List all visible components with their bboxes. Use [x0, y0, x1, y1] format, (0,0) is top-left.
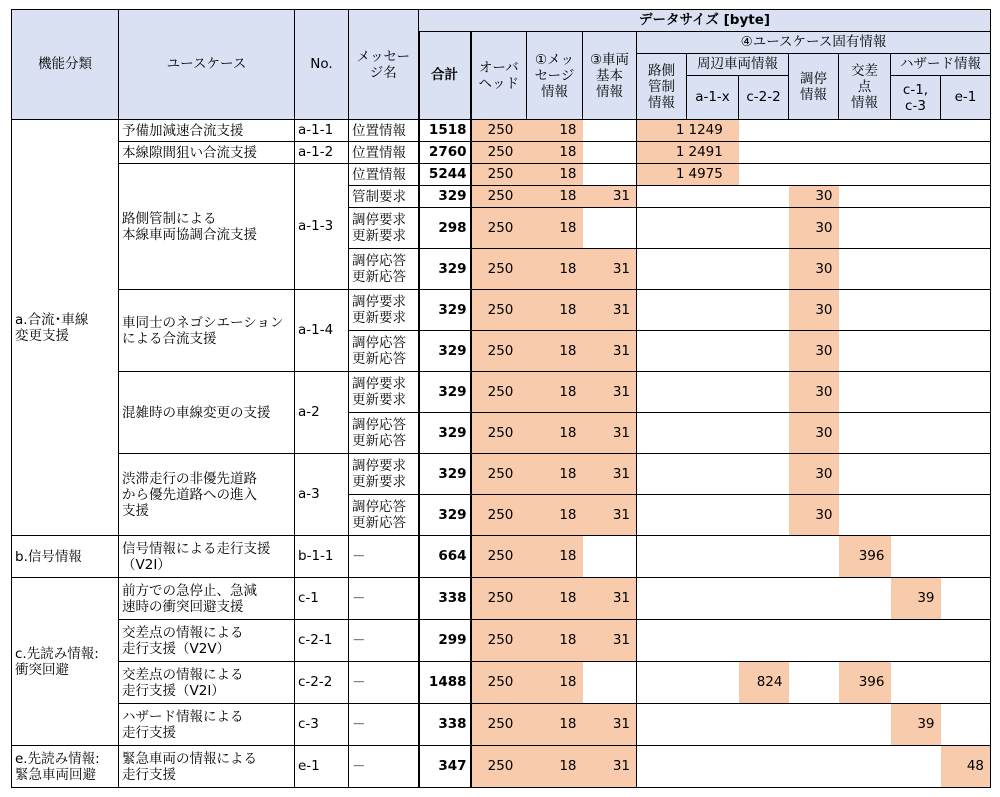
total-cell: 2760 — [419, 142, 471, 164]
message-cell: － — [349, 662, 419, 704]
value-cell-adj: 30 — [789, 208, 839, 249]
value-cell-a1x: 1249 — [687, 120, 739, 142]
header-vehicle-basic: ③車両 基本 情報 — [583, 32, 637, 120]
value-cell-c22 — [739, 620, 789, 662]
value-cell-oh: 250 — [471, 186, 527, 208]
value-cell-adj — [789, 662, 839, 704]
value-cell-adj: 30 — [789, 495, 839, 536]
value-cell-c22 — [739, 164, 789, 186]
header-intersection: 交差 点 情報 — [839, 54, 891, 120]
value-cell-mi: 18 — [527, 536, 583, 578]
value-cell-vb — [583, 208, 637, 249]
table-row — [12, 662, 991, 704]
value-cell-mi: 18 — [527, 164, 583, 186]
value-cell-c22 — [739, 704, 789, 746]
usecase-cell: 本線隙間狙い合流支援 — [119, 142, 295, 164]
value-cell-oh: 250 — [471, 290, 527, 331]
no-cell: a-2 — [295, 372, 349, 454]
value-cell-ix — [839, 413, 891, 454]
value-cell-adj: 30 — [789, 290, 839, 331]
value-cell-rs — [637, 578, 687, 620]
header-surrounding: 周辺車両情報 — [687, 54, 789, 76]
total-cell: 347 — [419, 746, 471, 788]
value-cell-mi: 18 — [527, 208, 583, 249]
value-cell-adj — [789, 704, 839, 746]
value-cell-oh: 250 — [471, 746, 527, 788]
header-total: 合計 — [419, 32, 471, 120]
value-cell-ix — [839, 290, 891, 331]
message-cell: － — [349, 578, 419, 620]
value-cell-vb: 31 — [583, 249, 637, 290]
value-cell-e1 — [941, 704, 991, 746]
value-cell-c22 — [739, 578, 789, 620]
header-c1c3: c-1, c-3 — [891, 76, 941, 120]
value-cell-rs — [637, 249, 687, 290]
total-cell: 299 — [419, 620, 471, 662]
total-cell: 5244 — [419, 164, 471, 186]
no-cell: a-1-2 — [295, 142, 349, 164]
value-cell-mi: 18 — [527, 662, 583, 704]
value-cell-a1x — [687, 249, 739, 290]
value-cell-hz — [891, 662, 941, 704]
value-cell-hz — [891, 249, 941, 290]
usecase-cell: 車同士のネゴシエーション による合流支援 — [119, 290, 295, 372]
value-cell-vb: 31 — [583, 372, 637, 413]
no-cell: a-1-4 — [295, 290, 349, 372]
value-cell-c22 — [739, 536, 789, 578]
usecase-cell: 渋滞走行の非優先道路 から優先道路への進入 支援 — [119, 454, 295, 536]
no-cell: a-1-1 — [295, 120, 349, 142]
header-overhead: オーバ ヘッド — [471, 32, 527, 120]
value-cell-e1 — [941, 372, 991, 413]
value-cell-vb — [583, 142, 637, 164]
value-cell-c22 — [739, 208, 789, 249]
value-cell-c22 — [739, 495, 789, 536]
total-cell: 329 — [419, 495, 471, 536]
value-cell-hz: 39 — [891, 704, 941, 746]
value-cell-a1x — [687, 372, 739, 413]
no-cell: c-2-2 — [295, 662, 349, 704]
total-cell: 338 — [419, 704, 471, 746]
value-cell-mi: 18 — [527, 120, 583, 142]
table-row — [12, 536, 991, 578]
value-cell-e1 — [941, 578, 991, 620]
total-cell: 329 — [419, 372, 471, 413]
value-cell-ix: 396 — [839, 662, 891, 704]
value-cell-adj: 30 — [789, 186, 839, 208]
value-cell-a1x — [687, 578, 739, 620]
value-cell-a1x — [687, 662, 739, 704]
value-cell-oh: 250 — [471, 120, 527, 142]
value-cell-c22 — [739, 290, 789, 331]
header-usecase-info: ④ユースケース固有情報 — [637, 32, 991, 54]
value-cell-adj: 30 — [789, 249, 839, 290]
value-cell-ix — [839, 249, 891, 290]
value-cell-vb: 31 — [583, 290, 637, 331]
no-cell: c-1 — [295, 578, 349, 620]
message-cell: 位置情報 — [349, 120, 419, 142]
value-cell-vb: 31 — [583, 495, 637, 536]
table-row — [12, 120, 991, 142]
value-cell-e1 — [941, 620, 991, 662]
value-cell-oh: 250 — [471, 372, 527, 413]
header-hazard: ハザード情報 — [891, 54, 991, 76]
value-cell-e1 — [941, 331, 991, 372]
value-cell-oh: 250 — [471, 249, 527, 290]
value-cell-hz — [891, 620, 941, 662]
value-cell-rs — [637, 372, 687, 413]
usecase-cell: 前方での急停止、急減 速時の衝突回避支援 — [119, 578, 295, 620]
value-cell-hz — [891, 120, 941, 142]
value-cell-c22 — [739, 746, 789, 788]
header-e1: e-1 — [941, 76, 991, 120]
value-cell-rs — [637, 413, 687, 454]
category-cell: b.信号情報 — [12, 536, 119, 578]
value-cell-rs — [637, 536, 687, 578]
value-cell-mi: 18 — [527, 331, 583, 372]
value-cell-rs — [637, 662, 687, 704]
value-cell-rs — [637, 208, 687, 249]
value-cell-a1x — [687, 413, 739, 454]
usecase-cell: 交差点の情報による 走行支援（V2I） — [119, 662, 295, 704]
value-cell-rs — [637, 454, 687, 495]
value-cell-vb: 31 — [583, 578, 637, 620]
value-cell-mi: 18 — [527, 578, 583, 620]
table-row — [12, 372, 991, 413]
value-cell-vb — [583, 536, 637, 578]
value-cell-mi: 18 — [527, 249, 583, 290]
value-cell-ix — [839, 495, 891, 536]
header-message: メッセー ジ名 — [349, 10, 419, 120]
value-cell-e1 — [941, 249, 991, 290]
usecase-cell: 路側管制による 本線車両協調合流支援 — [119, 164, 295, 290]
value-cell-vb: 31 — [583, 746, 637, 788]
value-cell-ix — [839, 704, 891, 746]
value-cell-rs: 1 — [637, 142, 687, 164]
header-usecase: ユースケース — [119, 10, 295, 120]
value-cell-mi: 18 — [527, 495, 583, 536]
value-cell-a1x — [687, 536, 739, 578]
value-cell-e1 — [941, 413, 991, 454]
message-cell: 調停要求 更新要求 — [349, 372, 419, 413]
value-cell-c22 — [739, 142, 789, 164]
value-cell-oh: 250 — [471, 208, 527, 249]
value-cell-a1x — [687, 208, 739, 249]
table-row — [12, 746, 991, 788]
total-cell: 329 — [419, 454, 471, 495]
value-cell-hz — [891, 454, 941, 495]
value-cell-ix — [839, 164, 891, 186]
value-cell-mi: 18 — [527, 186, 583, 208]
value-cell-mi: 18 — [527, 290, 583, 331]
value-cell-hz: 39 — [891, 578, 941, 620]
value-cell-c22 — [739, 454, 789, 495]
value-cell-oh: 250 — [471, 331, 527, 372]
value-cell-hz — [891, 208, 941, 249]
table-row — [12, 142, 991, 164]
total-cell: 329 — [419, 413, 471, 454]
value-cell-a1x — [687, 290, 739, 331]
message-cell: － — [349, 704, 419, 746]
value-cell-e1 — [941, 142, 991, 164]
value-cell-adj — [789, 746, 839, 788]
value-cell-e1 — [941, 495, 991, 536]
header-no: No. — [295, 10, 349, 120]
value-cell-e1 — [941, 536, 991, 578]
value-cell-adj: 30 — [789, 413, 839, 454]
value-cell-e1 — [941, 186, 991, 208]
category-cell: c.先読み情報: 衝突回避 — [12, 578, 119, 746]
no-cell: c-2-1 — [295, 620, 349, 662]
total-cell: 329 — [419, 249, 471, 290]
value-cell-mi: 18 — [527, 142, 583, 164]
value-cell-c22 — [739, 413, 789, 454]
value-cell-rs — [637, 620, 687, 662]
message-cell: 位置情報 — [349, 164, 419, 186]
value-cell-ix — [839, 142, 891, 164]
message-cell: 調停応答 更新応答 — [349, 331, 419, 372]
value-cell-oh: 250 — [471, 536, 527, 578]
value-cell-adj: 30 — [789, 454, 839, 495]
value-cell-vb: 31 — [583, 186, 637, 208]
header-roadside: 路側 管制 情報 — [637, 54, 687, 120]
value-cell-c22 — [739, 249, 789, 290]
message-cell: － — [349, 620, 419, 662]
value-cell-ix — [839, 578, 891, 620]
total-cell: 329 — [419, 331, 471, 372]
value-cell-rs — [637, 495, 687, 536]
usecase-cell: 緊急車両の情報による 走行支援 — [119, 746, 295, 788]
value-cell-adj — [789, 536, 839, 578]
value-cell-vb: 31 — [583, 704, 637, 746]
header-category: 機能分類 — [12, 10, 119, 120]
value-cell-a1x: 4975 — [687, 164, 739, 186]
table-row — [12, 164, 991, 186]
value-cell-c22 — [739, 331, 789, 372]
header-a1x: a-1-x — [687, 76, 739, 120]
value-cell-a1x: 2491 — [687, 142, 739, 164]
value-cell-ix — [839, 331, 891, 372]
header-datasize: データサイズ [byte] — [419, 10, 991, 32]
value-cell-rs — [637, 746, 687, 788]
value-cell-mi: 18 — [527, 372, 583, 413]
table-row — [12, 454, 991, 495]
value-cell-adj — [789, 164, 839, 186]
value-cell-ix — [839, 746, 891, 788]
message-cell: － — [349, 536, 419, 578]
value-cell-vb: 31 — [583, 620, 637, 662]
value-cell-adj: 30 — [789, 331, 839, 372]
value-cell-a1x — [687, 331, 739, 372]
value-cell-vb — [583, 120, 637, 142]
message-cell: 調停応答 更新応答 — [349, 249, 419, 290]
table-row — [12, 620, 991, 662]
usecase-cell: 交差点の情報による 走行支援（V2V） — [119, 620, 295, 662]
value-cell-c22: 824 — [739, 662, 789, 704]
value-cell-ix — [839, 186, 891, 208]
value-cell-mi: 18 — [527, 454, 583, 495]
value-cell-oh: 250 — [471, 454, 527, 495]
total-cell: 329 — [419, 186, 471, 208]
usecase-cell: 信号情報による走行支援 （V2I） — [119, 536, 295, 578]
header-message-info: ①メッ セージ 情報 — [527, 32, 583, 120]
value-cell-a1x — [687, 454, 739, 495]
value-cell-ix — [839, 620, 891, 662]
value-cell-oh: 250 — [471, 704, 527, 746]
value-cell-adj — [789, 578, 839, 620]
value-cell-ix — [839, 454, 891, 495]
header-c22: c-2-2 — [739, 76, 789, 120]
data-size-table — [11, 9, 991, 788]
value-cell-a1x — [687, 186, 739, 208]
total-cell: 1518 — [419, 120, 471, 142]
value-cell-hz — [891, 164, 941, 186]
value-cell-vb: 31 — [583, 331, 637, 372]
value-cell-mi: 18 — [527, 620, 583, 662]
message-cell: 位置情報 — [349, 142, 419, 164]
value-cell-rs — [637, 331, 687, 372]
message-cell: 管制要求 — [349, 186, 419, 208]
message-cell: 調停応答 更新応答 — [349, 495, 419, 536]
value-cell-hz — [891, 331, 941, 372]
value-cell-adj — [789, 142, 839, 164]
no-cell: c-3 — [295, 704, 349, 746]
value-cell-hz — [891, 372, 941, 413]
value-cell-rs: 1 — [637, 120, 687, 142]
value-cell-hz — [891, 413, 941, 454]
value-cell-vb — [583, 164, 637, 186]
value-cell-mi: 18 — [527, 413, 583, 454]
header-adjust: 調停 情報 — [789, 54, 839, 120]
value-cell-vb: 31 — [583, 454, 637, 495]
message-cell: － — [349, 746, 419, 788]
usecase-cell: ハザード情報による 走行支援 — [119, 704, 295, 746]
category-cell: e.先読み情報: 緊急車両回避 — [12, 746, 119, 788]
data-size-table-container — [11, 9, 991, 788]
no-cell: e-1 — [295, 746, 349, 788]
value-cell-e1: 48 — [941, 746, 991, 788]
value-cell-c22 — [739, 372, 789, 413]
value-cell-a1x — [687, 746, 739, 788]
value-cell-a1x — [687, 495, 739, 536]
value-cell-e1 — [941, 164, 991, 186]
value-cell-rs: 1 — [637, 164, 687, 186]
value-cell-ix: 396 — [839, 536, 891, 578]
table-row — [12, 290, 991, 331]
value-cell-adj: 30 — [789, 372, 839, 413]
message-cell: 調停応答 更新応答 — [349, 413, 419, 454]
value-cell-rs — [637, 186, 687, 208]
value-cell-vb: 31 — [583, 413, 637, 454]
value-cell-hz — [891, 495, 941, 536]
value-cell-a1x — [687, 620, 739, 662]
value-cell-ix — [839, 120, 891, 142]
value-cell-oh: 250 — [471, 413, 527, 454]
value-cell-oh: 250 — [471, 620, 527, 662]
value-cell-adj — [789, 120, 839, 142]
value-cell-hz — [891, 290, 941, 331]
value-cell-rs — [637, 290, 687, 331]
table-row — [12, 704, 991, 746]
value-cell-ix — [839, 372, 891, 413]
value-cell-e1 — [941, 290, 991, 331]
value-cell-hz — [891, 186, 941, 208]
value-cell-hz — [891, 142, 941, 164]
value-cell-e1 — [941, 454, 991, 495]
value-cell-vb — [583, 662, 637, 704]
value-cell-adj — [789, 620, 839, 662]
no-cell: a-3 — [295, 454, 349, 536]
value-cell-e1 — [941, 120, 991, 142]
value-cell-oh: 250 — [471, 662, 527, 704]
usecase-cell: 予備加減速合流支援 — [119, 120, 295, 142]
value-cell-oh: 250 — [471, 578, 527, 620]
usecase-cell: 混雑時の車線変更の支援 — [119, 372, 295, 454]
message-cell: 調停要求 更新要求 — [349, 208, 419, 249]
value-cell-rs — [637, 704, 687, 746]
table-row — [12, 578, 991, 620]
value-cell-mi: 18 — [527, 704, 583, 746]
value-cell-c22 — [739, 120, 789, 142]
message-cell: 調停要求 更新要求 — [349, 454, 419, 495]
total-cell: 664 — [419, 536, 471, 578]
value-cell-e1 — [941, 662, 991, 704]
value-cell-e1 — [941, 208, 991, 249]
total-cell: 329 — [419, 290, 471, 331]
value-cell-hz — [891, 746, 941, 788]
value-cell-oh: 250 — [471, 142, 527, 164]
value-cell-oh: 250 — [471, 164, 527, 186]
message-cell: 調停要求 更新要求 — [349, 290, 419, 331]
value-cell-hz — [891, 536, 941, 578]
total-cell: 1488 — [419, 662, 471, 704]
total-cell: 338 — [419, 578, 471, 620]
no-cell: b-1-1 — [295, 536, 349, 578]
value-cell-ix — [839, 208, 891, 249]
value-cell-mi: 18 — [527, 746, 583, 788]
total-cell: 298 — [419, 208, 471, 249]
value-cell-a1x — [687, 704, 739, 746]
value-cell-c22 — [739, 186, 789, 208]
no-cell: a-1-3 — [295, 164, 349, 290]
value-cell-oh: 250 — [471, 495, 527, 536]
category-cell: a.合流･車線 変更支援 — [12, 120, 119, 536]
